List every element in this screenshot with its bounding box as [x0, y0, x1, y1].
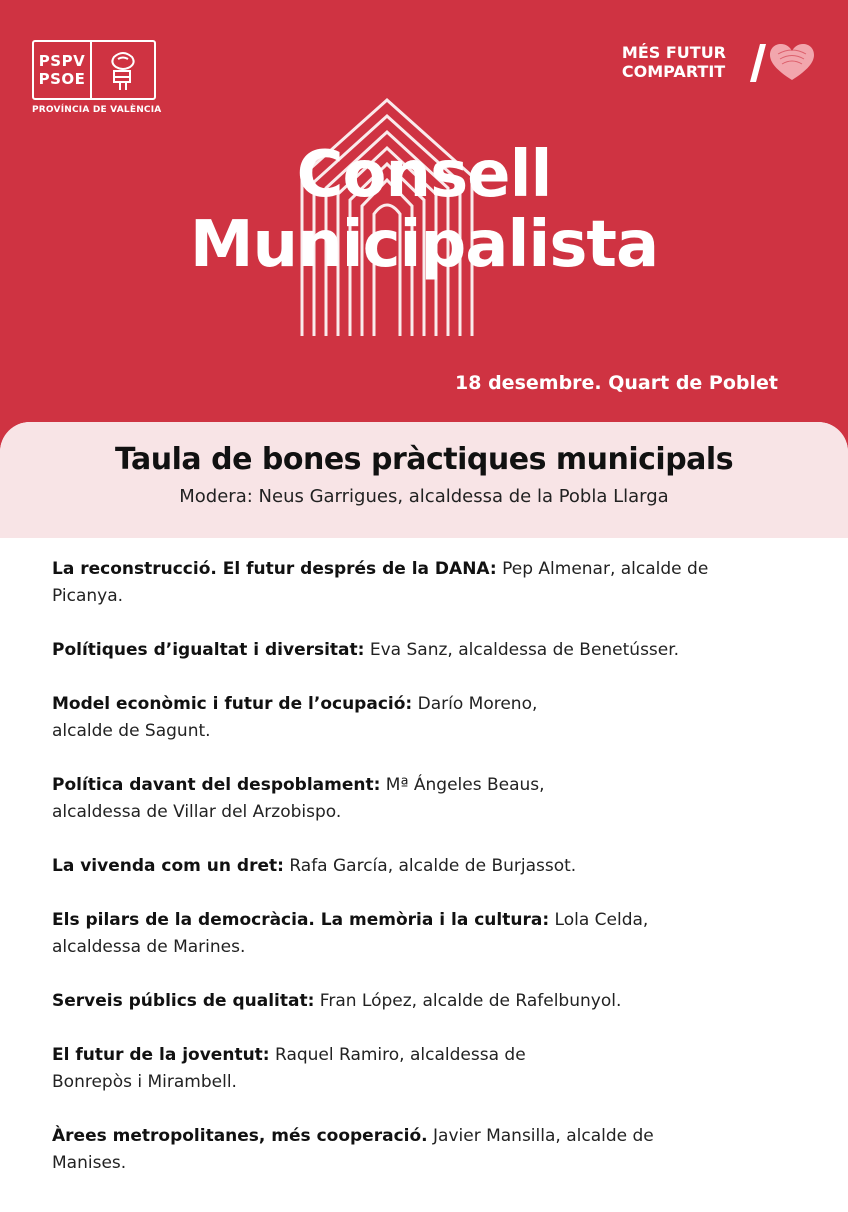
logo-subtitle: PROVÍNCIA DE VALÈNCIA	[32, 105, 162, 115]
list-item	[52, 637, 808, 664]
item-text: Lola Celda,	[549, 910, 649, 930]
event-title-line-2: Municipalista	[189, 208, 659, 282]
pspv-psoe-logo	[32, 40, 162, 115]
logo-line-2: PSOE	[38, 70, 86, 88]
item-topic: Serveis públics de qualitat:	[52, 991, 315, 1011]
list-item	[52, 1042, 808, 1096]
item-topic: Política davant del despoblament:	[52, 775, 381, 795]
rose-fist-icon	[92, 42, 154, 98]
list-item	[52, 988, 808, 1015]
slash-heart-icon	[736, 40, 820, 84]
item-text: Mª Ángeles Beaus,	[380, 775, 545, 795]
item-topic: Polítiques d’igualtat i diversitat:	[52, 640, 365, 660]
item-text-line-2: alcalde de Sagunt.	[52, 721, 211, 741]
slogan-line-1: MÉS FUTUR	[621, 43, 726, 62]
list-item	[52, 853, 808, 880]
item-topic: Model econòmic i futur de l’ocupació:	[52, 694, 413, 714]
item-text-line-2: alcaldessa de Marines.	[52, 937, 246, 957]
slogan	[622, 40, 820, 84]
event-date-location: 18 desembre. Quart de Poblet	[455, 372, 778, 394]
card-title: Taula de bones pràctiques municipals	[114, 442, 734, 477]
item-text: Pep Almenar, alcalde de	[496, 559, 709, 579]
item-text: Fran López, alcalde de Rafelbunyol.	[314, 991, 622, 1011]
event-title-line-1: Consell	[296, 138, 552, 212]
item-topic: Els pilars de la democràcia. La memòria i la cultura:	[52, 910, 550, 930]
list-item	[52, 772, 808, 826]
item-text: Rafa García, alcalde de Burjassot.	[283, 856, 577, 876]
list-item	[52, 1123, 808, 1177]
card-subtitle: Modera: Neus Garrigues, alcaldessa de la Pobla Llarga	[179, 486, 669, 507]
list-item	[52, 556, 808, 610]
item-text: Darío Moreno,	[412, 694, 538, 714]
item-topic: Àrees metropolitanes, més cooperació.	[52, 1126, 428, 1146]
item-topic: La vivenda com un dret:	[52, 856, 284, 876]
list-item	[52, 691, 808, 745]
item-topic: La reconstrucció. El futur després de la DANA:	[52, 559, 497, 579]
header-banner	[0, 0, 848, 440]
item-text-line-2: Bonrepòs i Mirambell.	[52, 1072, 237, 1092]
item-text-line-2: alcaldessa de Villar del Arzobispo.	[52, 802, 342, 822]
list-item	[52, 907, 808, 961]
item-text: Javier Mansilla, alcalde de	[427, 1126, 654, 1146]
logo-line-1: PSPV	[38, 52, 86, 70]
item-text-line-2: Manises.	[52, 1153, 127, 1173]
slogan-line-2: COMPARTIT	[621, 62, 726, 81]
item-text-line-2: Picanya.	[52, 586, 124, 606]
item-text: Eva Sanz, alcaldessa de Benetússer.	[364, 640, 680, 660]
content-card	[0, 422, 848, 1212]
speaker-list	[0, 538, 848, 1177]
item-text: Raquel Ramiro, alcaldessa de	[269, 1045, 526, 1065]
item-topic: El futur de la joventut:	[52, 1045, 270, 1065]
card-header	[0, 422, 848, 538]
